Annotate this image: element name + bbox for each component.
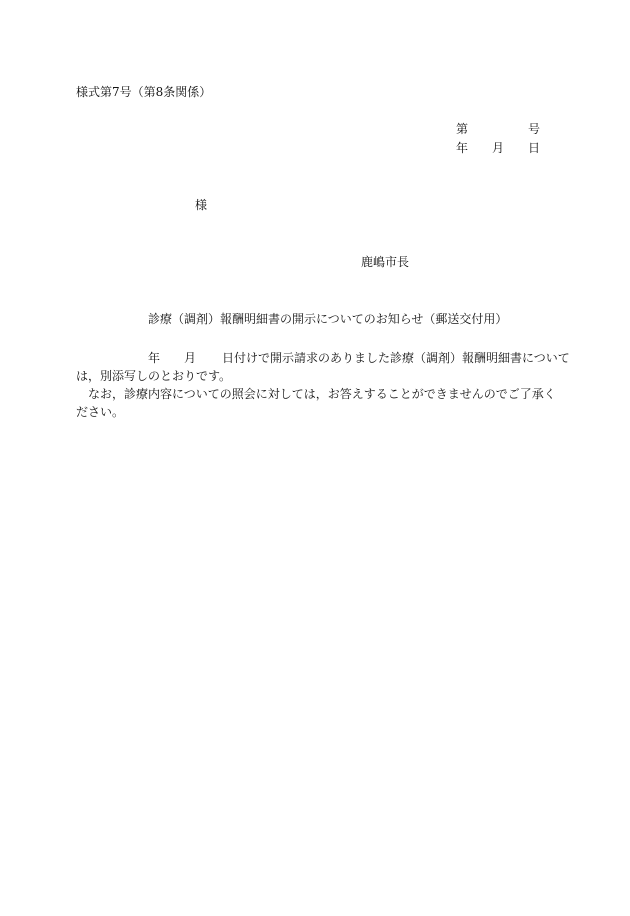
date-year-label: 年	[456, 141, 469, 155]
body-text	[76, 349, 570, 421]
body-line-1	[76, 349, 570, 367]
addressee-suffix: 様	[195, 198, 208, 212]
body-paragraph-2-line-1: なお，診療内容についての照会に対しては，お答えすることができませんのでご了承く	[88, 387, 556, 401]
body-paragraph-2-line-2: ださい。	[76, 405, 125, 419]
body-line-3	[76, 385, 556, 403]
body-paragraph-1-line-2: は，別添写しのとおりです。	[76, 369, 232, 383]
body-month-label: 月	[184, 351, 197, 365]
number-prefix: 第	[456, 122, 469, 136]
sender-name: 鹿嶋市長	[361, 255, 410, 269]
date-day-label: 日	[528, 141, 541, 155]
body-year-label: 年	[148, 351, 161, 365]
number-suffix: 号	[528, 122, 541, 136]
date-month-label: 月	[492, 141, 505, 155]
body-paragraph-1-line-1: 日付けで開示請求のありました診療（調剤）報酬明細書について	[222, 351, 570, 365]
document-subject: 診療（調剤）報酬明細書の開示についてのお知らせ（郵送交付用）	[148, 312, 508, 326]
form-number: 様式第7号（第8条関係）	[76, 85, 212, 99]
